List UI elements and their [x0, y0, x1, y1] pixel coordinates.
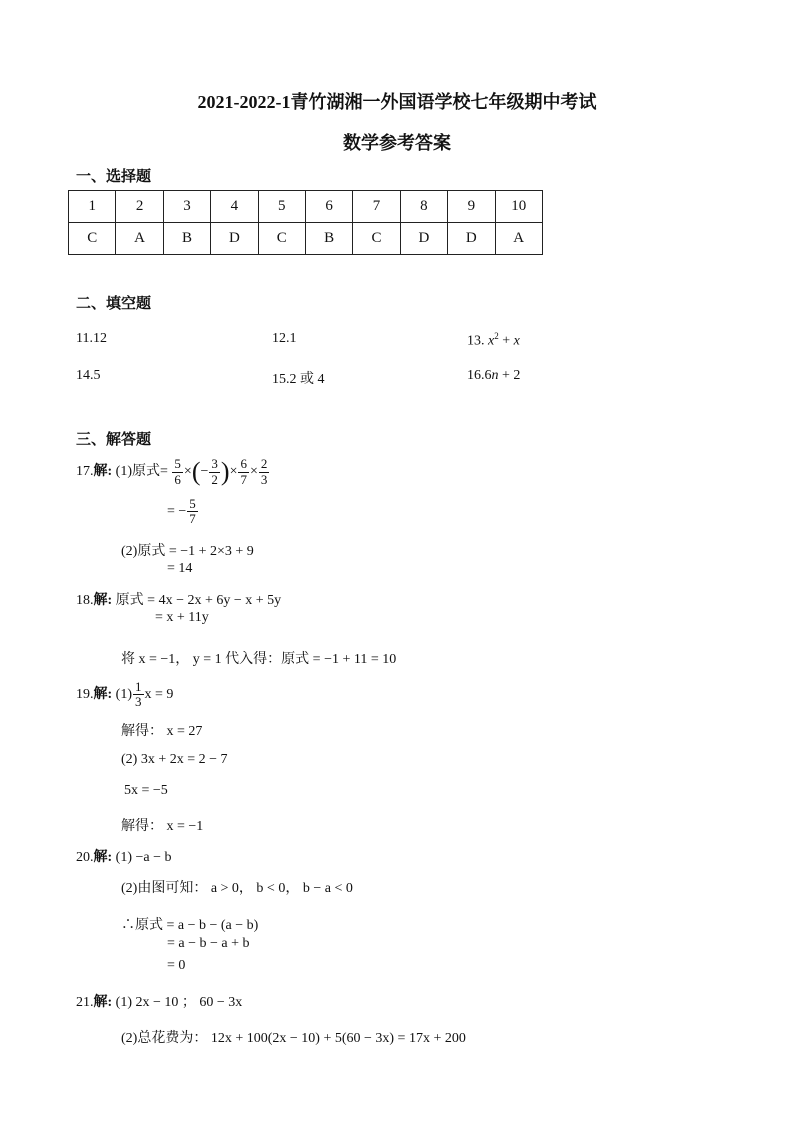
q18-line1: [76, 589, 281, 609]
fraction-1-3: $\frac{1}{3}$: [135, 679, 142, 710]
q17-part2-line2: = 14: [167, 561, 193, 576]
q19-jie: 解:: [93, 687, 113, 703]
q20-line4: = a − b − a + b: [167, 936, 250, 951]
answer-cell: B: [163, 223, 210, 255]
answer-cell: C: [69, 223, 116, 255]
question-number-cell: 8: [400, 191, 447, 223]
question-number-cell: 5: [258, 191, 305, 223]
question-number-cell: 6: [305, 191, 352, 223]
q21-number: 21.: [76, 995, 94, 1010]
fill-answer-11: 11.12: [76, 331, 107, 346]
question-number-row: [69, 191, 543, 223]
question-number-cell: 3: [163, 191, 210, 223]
fraction-3-2: $\frac{3}{2}$: [211, 456, 218, 487]
fill-answer-14: 14.5: [76, 368, 101, 383]
q21-jie: 解:: [93, 995, 113, 1010]
section-multiple-choice-heading: 一、选择题: [76, 167, 152, 185]
question-number-cell: 4: [211, 191, 258, 223]
fill-answer-15: 15.2 或 4: [272, 372, 325, 387]
q20-jie: 解:: [93, 850, 113, 865]
q19-part1-suffix: x = 9: [144, 687, 174, 703]
answer-cell: A: [495, 223, 542, 255]
section-fill-blank-heading: 二、填空题: [76, 294, 152, 312]
q17-line2: [167, 497, 199, 527]
q21-part1: (1) 2x − 10 ； 60 − 3x: [115, 995, 243, 1010]
question-number-cell: 10: [495, 191, 542, 223]
q20-number: 20.: [76, 850, 94, 865]
section-solutions-heading: 三、解答题: [76, 430, 152, 448]
q17-line2-text: = −: [167, 504, 187, 520]
q18-jie: 解:: [93, 593, 113, 608]
exam-title: 2021-2022-1青竹湖湘一外国语学校七年级期中考试: [197, 92, 597, 112]
fraction-6-7: $\frac{6}{7}$: [240, 456, 247, 487]
q18-expression: 原式 = 4x − 2x + 6y − x + 5y: [115, 593, 282, 608]
q20-part1: (1) −a − b: [115, 850, 172, 865]
question-number-cell: 9: [448, 191, 495, 223]
q20-line3: ∴原式 = a − b − (a − b): [121, 918, 259, 933]
answer-cell: D: [400, 223, 447, 255]
answer-cell: D: [211, 223, 258, 255]
answer-cell: A: [116, 223, 163, 255]
q20-line1: [76, 846, 172, 866]
q17-number: 17.: [76, 464, 94, 480]
q19-line3: (2) 3x + 2x = 2 − 7: [121, 752, 228, 767]
q19-line1: [76, 680, 173, 710]
q18-number: 18.: [76, 593, 94, 608]
answer-cell: D: [448, 223, 495, 255]
q19-part1-prefix: (1): [115, 687, 132, 703]
q20-line5: = 0: [167, 958, 186, 973]
fill-answer-12: 12.1: [272, 331, 297, 346]
q17-jie: 解:: [93, 464, 113, 480]
q19-number: 19.: [76, 687, 94, 703]
q17-line1: 17.解: (1)原式= $\frac{5}{6}$ ×(− $\frac{3}{2}$ )× $\frac{6}{7}$ × $\frac{2}{3}$: [76, 456, 268, 487]
fraction-2-3: $\frac{2}{3}$: [260, 456, 268, 487]
q20-line2: (2)由图可知： a > 0， b < 0， b − a < 0: [121, 881, 353, 896]
q17-part2-line1: (2)原式 = −1 + 2×3 + 9: [121, 544, 254, 559]
fraction-5-7: $\frac{5}{7}$: [189, 496, 196, 527]
question-number-cell: 2: [116, 191, 163, 223]
answer-row: [69, 223, 543, 255]
fraction-5-6: $\frac{5}{6}$: [174, 456, 181, 487]
question-number-cell: 1: [69, 191, 116, 223]
question-number-cell: 7: [353, 191, 400, 223]
q19-line4: 5x = −5: [124, 783, 168, 798]
q21-line2: (2)总花费为： 12x + 100(2x − 10) + 5(60 − 3x) = 17x + 200: [121, 1031, 466, 1046]
q18-line3: 将 x = −1， y = 1 代入得：原式 = −1 + 11 = 10: [121, 652, 397, 667]
answer-table: [68, 190, 543, 255]
fill-answer-16: 16.6n + 2: [467, 368, 521, 383]
q19-line2: 解得： x = 27: [121, 724, 203, 739]
answer-cell: C: [353, 223, 400, 255]
answer-cell: C: [258, 223, 305, 255]
answer-cell: B: [305, 223, 352, 255]
q17-part1-prefix: (1)原式: [115, 464, 160, 480]
fill-answer-13: 13. $x^2 + x$: [467, 331, 520, 349]
q19-line5: 解得： x = −1: [121, 819, 204, 834]
fill-answer-16-number: 16.: [467, 368, 485, 383]
fill-answer-13-number: 13.: [467, 333, 485, 349]
answer-key-subtitle: 数学参考答案: [343, 133, 451, 153]
q18-line2: = x + 11y: [155, 610, 209, 625]
q21-line1: [76, 991, 242, 1011]
